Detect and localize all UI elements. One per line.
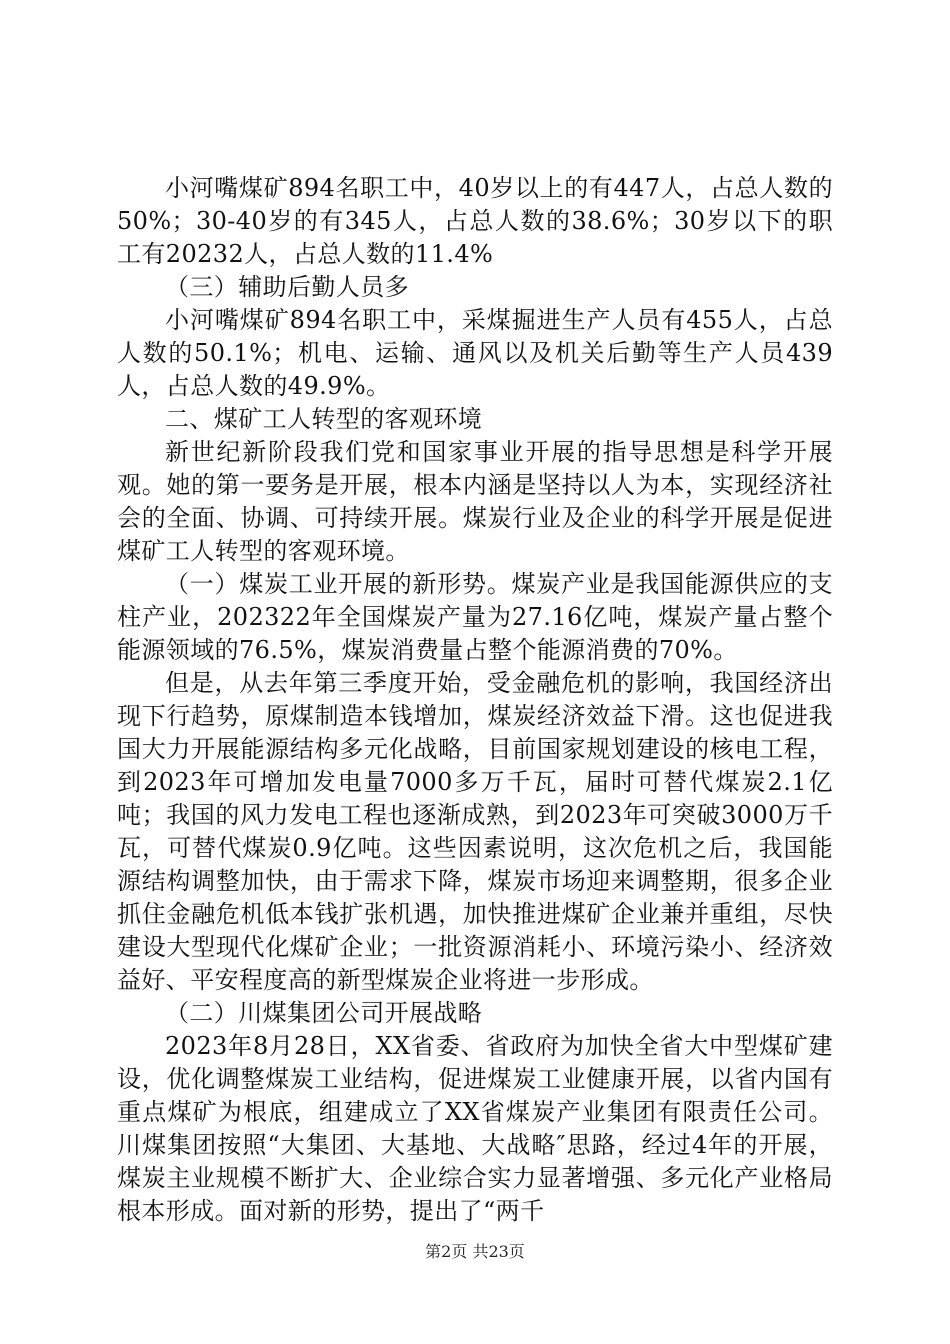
paragraph-scientific-development: 新世纪新阶段我们党和国家事业开展的指导思想是科学开展观。她的第一要务是开展，根本内涵是坚持以人为本，实现经济社会的全面、协调、可持续开展。煤炭行业及企业的科学开展是促进煤矿工人转型的客观环境。: [117, 438, 833, 565]
paragraph-age-distribution: 小河嘴煤矿894名职工中，40岁以上的有447人，占总人数的50%；30-40岁的有345人，占总人数的38.6%；30岁以下的职工有20232人，占总人数的11.4%: [117, 174, 833, 268]
subheading-group-strategy: （二）川煤集团公司开展战略: [165, 999, 483, 1027]
document-body: [117, 172, 833, 1228]
section-heading-environment: 二、煤矿工人转型的客观环境: [165, 405, 483, 433]
paragraph-coal-industry-situation: （一）煤炭工业开展的新形势。煤炭产业是我国能源供应的支柱产业，202322年全国煤炭产量为27.16亿吨，煤炭产量占整个能源领域的76.5%，煤炭消费量占整个能源消费的70%。: [117, 570, 833, 664]
paragraph-financial-crisis: 但是，从去年第三季度开始，受金融危机的影响，我国经济出现下行趋势，原煤制造本钱增加，煤炭经济效益下滑。这也促进我国大力开展能源结构多元化战略，目前国家规划建设的核电工程，到2023年可增加发电量7000多万千瓦，届时可替代煤炭2.1亿吨；我国的风力发电工程也逐渐成熟，到2023年可突破3000万千瓦，可替代煤炭0.9亿吨。这些因素说明，这次危机之后，我国能源结构调整加快，由于需求下降，煤炭市场迎来调整期，很多企业抓住金融危机低本钱扩张机遇，加快推进煤矿企业兼并重组，尽快建设大型现代化煤矿企业；一批资源消耗小、环境污染小、经济效益好、平安程度高的新型煤炭企业将进一步形成。: [117, 669, 833, 994]
paragraph-staff-composition: 小河嘴煤矿894名职工中，采煤掘进生产人员有455人，占总人数的50.1%；机电、运输、通风以及机关后勤等生产人员439人，占总人数的49.9%。: [117, 306, 833, 400]
page-number-footer: 第2页 共23页: [425, 1242, 525, 1261]
paragraph-group-founding: 2023年8月28日，XX省委、省政府为加快全省大中型煤矿建设，优化调整煤炭工业结构，促进煤炭工业健康开展，以省内国有重点煤矿为根底，组建成立了XX省煤炭产业集团有限责任公司。川煤集团按照“大集团、大基地、大战略″思路，经过4年的开展，煤炭主业规模不断扩大、企业综合实力显著增强、多元化产业格局根本形成。面对新的形势，提出了“两千: [117, 1032, 833, 1225]
subheading-support-staff: （三）辅助后勤人员多: [165, 273, 409, 301]
